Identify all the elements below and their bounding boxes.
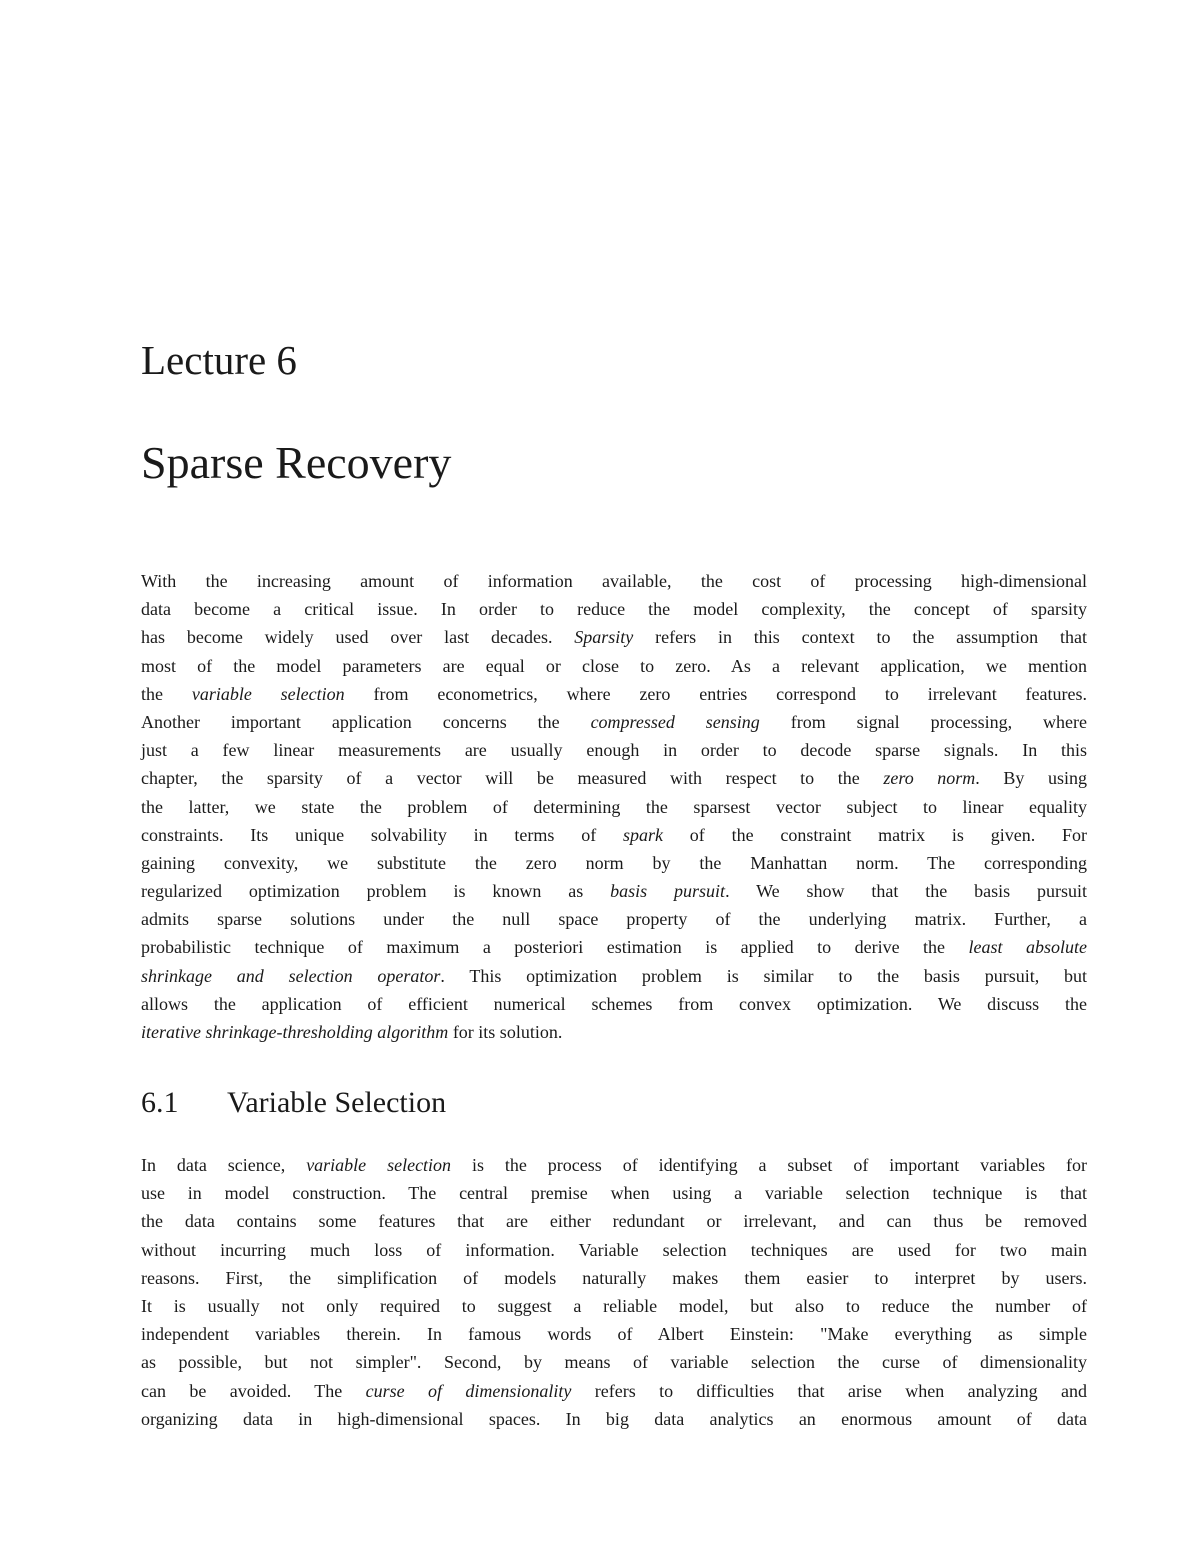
text-line [141, 821, 1087, 849]
text-line [141, 1348, 1087, 1376]
text-line [141, 680, 1087, 708]
lecture-label: Lecture 6 [141, 337, 297, 383]
text-line [141, 962, 1087, 990]
emphasized-term: Sparsity [574, 627, 634, 648]
text-run: can be avoided. The [141, 1380, 366, 1401]
text-run: . This optimization problem is similar to the basis pursuit, but [440, 965, 1088, 986]
section-title: Variable Selection [227, 1086, 447, 1119]
text-run: the latter, we state the problem of determining the sparsest vector subject to linear equality [141, 796, 1087, 817]
text-line [141, 652, 1087, 680]
text-run: organizing data in high-dimensional spaces. In big data analytics an enormous amount of data [141, 1408, 1087, 1429]
emphasized-term: curse of dimensionality [365, 1380, 572, 1401]
text-run: Another important application concerns the [141, 711, 591, 732]
text-line [141, 1320, 1087, 1348]
emphasized-term: spark [623, 824, 663, 845]
text-run: from econometrics, where zero entries correspond to irrelevant features. [344, 683, 1088, 704]
emphasized-term: variable selection [306, 1155, 452, 1175]
text-run: admits sparse solutions under the null space property of the underlying matrix. Further, a [141, 909, 1087, 930]
text-run: the [141, 683, 192, 704]
text-run: from signal processing, where [759, 711, 1087, 732]
text-run: use in model construction. The central premise when using a variable selection technique is that [141, 1183, 1087, 1204]
text-line [141, 1179, 1087, 1207]
section-body [141, 1151, 1087, 1433]
section-heading [141, 1088, 446, 1118]
emphasized-term: compressed sensing [590, 711, 760, 732]
emphasized-term: variable selection [191, 683, 345, 704]
text-run: With the increasing amount of information available, the cost of processing high-dimensional [141, 571, 1087, 591]
text-line [141, 1207, 1087, 1235]
text-run: In data science, [141, 1155, 307, 1175]
text-run: allows the application of efficient numerical schemes from convex optimization. We discuss the [141, 993, 1087, 1014]
text-run: the data contains some features that are either redundant or irrelevant, and can thus be removed [141, 1211, 1087, 1232]
emphasized-term: iterative shrinkage-thresholding algorithm [141, 1022, 449, 1042]
text-line [141, 1405, 1087, 1433]
text-run: independent variables therein. In famous words of Albert Einstein: "Make everything as simple [141, 1324, 1087, 1345]
text-line [141, 877, 1087, 905]
text-run: has become widely used over last decades. [141, 627, 575, 648]
text-line [141, 623, 1087, 651]
text-run: is the process of identifying a subset of important variables for [451, 1155, 1087, 1175]
text-run: gaining convexity, we substitute the zero norm by the Manhattan norm. The corresponding [141, 852, 1087, 873]
text-line [141, 1377, 1087, 1405]
emphasized-term: least absolute [968, 937, 1087, 958]
text-run: . By using [975, 768, 1087, 789]
emphasized-term: shrinkage and selection operator [141, 965, 441, 986]
section-number: 6.1 [141, 1086, 179, 1119]
text-run: of the constraint matrix is given. For [663, 824, 1087, 845]
text-run: chapter, the sparsity of a vector will be measured with respect to the [141, 768, 884, 789]
text-line [141, 708, 1087, 736]
text-line [141, 595, 1087, 623]
text-run: constraints. Its unique solvability in terms of [141, 824, 623, 845]
text-line [141, 1292, 1087, 1320]
text-run: as possible, but not simpler". Second, by means of variable selection the curse of dimensionality [141, 1352, 1087, 1373]
text-line [141, 849, 1087, 877]
chapter-title: Sparse Recovery [141, 437, 452, 488]
text-line [141, 764, 1087, 792]
text-run: . We show that the basis pursuit [725, 881, 1087, 902]
text-line [141, 1151, 1087, 1179]
text-run: data become a critical issue. In order to reduce the model complexity, the concept of sparsity [141, 599, 1087, 620]
emphasized-term: zero norm [883, 768, 976, 789]
text-line [141, 990, 1087, 1018]
text-run: It is usually not only required to suggest a reliable model, but also to reduce the number of [141, 1295, 1087, 1316]
text-run: without incurring much loss of information. Variable selection techniques are used for two main [141, 1239, 1087, 1260]
text-run: regularized optimization problem is known as [141, 881, 611, 902]
text-run: reasons. First, the simplification of models naturally makes them easier to interpret by users. [141, 1267, 1087, 1288]
text-run: for its solution. [448, 1022, 563, 1042]
text-line [141, 933, 1087, 961]
text-line [141, 1018, 1087, 1046]
text-line [141, 905, 1087, 933]
text-run: probabilistic technique of maximum a posteriori estimation is applied to derive the [141, 937, 969, 958]
chapter-abstract [141, 567, 1087, 1046]
text-run: refers to difficulties that arise when analyzing and [571, 1380, 1087, 1401]
text-run: just a few linear measurements are usually enough in order to decode sparse signals. In this [141, 740, 1087, 761]
text-line [141, 736, 1087, 764]
text-line [141, 793, 1087, 821]
text-line [141, 567, 1087, 595]
text-run: refers in this context to the assumption that [633, 627, 1087, 648]
emphasized-term: basis pursuit [610, 881, 726, 902]
text-run: most of the model parameters are equal or close to zero. As a relevant application, we mention [141, 655, 1087, 676]
text-line [141, 1236, 1087, 1264]
text-line [141, 1264, 1087, 1292]
